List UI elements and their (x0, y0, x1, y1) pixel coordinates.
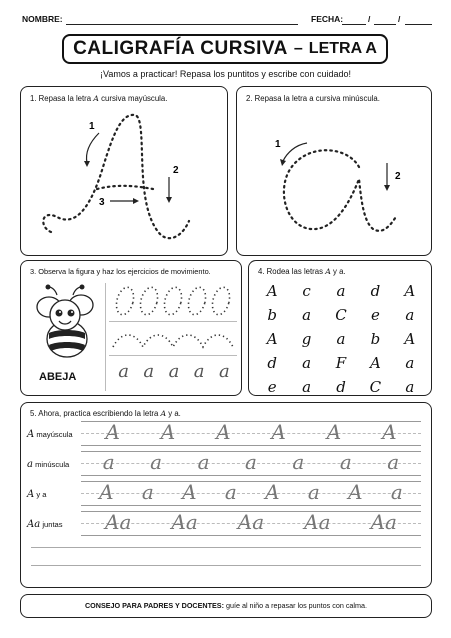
trace-glyph: a (224, 480, 237, 504)
trace-glyph: Aa (304, 510, 331, 534)
trace-letter: a (193, 361, 205, 382)
date-label: FECHA: (311, 14, 344, 24)
section-circle-letters (248, 260, 432, 396)
trace-glyph: a (141, 480, 154, 504)
page-title: CALIGRAFÍA CURSIVA (73, 38, 288, 59)
grid-letter[interactable]: C (369, 378, 382, 396)
date-year-field[interactable] (405, 24, 432, 25)
wave-tracing-exercise[interactable] (109, 323, 237, 353)
date-separator: / (398, 14, 401, 24)
trace-glyph: A (182, 480, 197, 504)
practice-row-label: Aa juntas (27, 519, 63, 530)
tip-label: CONSEJO PARA PADRES Y DOCENTES: (84, 601, 224, 610)
oval-tracing-exercise[interactable] (109, 283, 237, 319)
practice-row-label: A y a (27, 489, 47, 500)
grid-letter[interactable]: a (405, 306, 415, 324)
trace-glyph: Aa (171, 510, 198, 534)
trace-glyph: a (387, 450, 400, 474)
tip-box (20, 594, 432, 618)
grid-letter[interactable]: F (335, 354, 347, 372)
grid-letter[interactable]: a (336, 330, 346, 348)
section-title: 4. Rodea las letras A y a. (258, 267, 346, 276)
name-label: NOMBRE: (22, 14, 63, 24)
dotted-lowercase-a[interactable] (237, 87, 433, 257)
trace-glyph: A (160, 420, 176, 444)
trace-letter: a (168, 361, 180, 382)
trace-glyph: a (150, 450, 163, 474)
practice-row-label: A mayúscula (27, 429, 73, 440)
trace-glyph: a (307, 480, 320, 504)
grid-letter[interactable]: A (404, 282, 416, 300)
blank-practice-line[interactable] (31, 547, 421, 548)
trace-glyph: A (271, 420, 286, 444)
grid-letter[interactable]: A (369, 354, 381, 372)
grid-letter[interactable]: a (302, 354, 312, 372)
trace-glyph: Aa (370, 510, 397, 534)
grid-letter[interactable]: e (267, 378, 277, 396)
letter-tracing-exercise[interactable] (111, 361, 237, 382)
grid-letter[interactable]: e (370, 306, 380, 324)
name-field[interactable] (66, 24, 298, 25)
tip-text: guíe al niño a repasar los puntos con calma. (225, 601, 368, 610)
grid-letter[interactable]: a (336, 282, 346, 300)
section-writing-practice (20, 402, 432, 588)
grid-letter[interactable]: A (404, 330, 416, 348)
grid-letter[interactable]: a (405, 354, 415, 372)
section-title: 2. Repasa la letra a cursiva minúscula. (246, 94, 380, 103)
grid-letter[interactable]: a (405, 378, 415, 396)
step-number: 1 (275, 139, 281, 150)
trace-glyph: a (292, 450, 305, 474)
date-day-field[interactable] (342, 24, 366, 25)
step-number: 2 (173, 165, 179, 176)
trace-glyph: a (390, 480, 403, 504)
grid-letter[interactable]: b (370, 330, 381, 348)
grid-letter[interactable]: A (266, 330, 278, 348)
grid-letter[interactable]: d (370, 282, 381, 300)
title-banner (62, 34, 388, 64)
trace-glyph: A (382, 420, 397, 444)
grid-letter[interactable]: d (267, 354, 277, 372)
dotted-uppercase-a[interactable] (21, 87, 229, 257)
trace-letter: a (118, 361, 129, 382)
writing-area[interactable] (85, 417, 417, 447)
animal-name: ABEJA (39, 371, 77, 383)
grid-letter[interactable]: c (302, 282, 311, 300)
date-month-field[interactable] (374, 24, 396, 25)
trace-glyph: a (102, 450, 115, 474)
grid-letter[interactable]: C (335, 306, 347, 324)
grid-letter[interactable]: d (336, 378, 346, 396)
letter-grid (255, 279, 427, 399)
bee-illustration (27, 283, 105, 365)
section-title: 3. Observa la figura y haz los ejercicios de movimiento. (30, 267, 211, 276)
divider (109, 355, 237, 356)
trace-glyph: a (197, 450, 210, 474)
grid-letter[interactable]: a (302, 378, 312, 396)
practice-row-label: a minúscula (27, 459, 70, 470)
section-uppercase-trace (20, 86, 228, 256)
trace-glyph: Aa (105, 510, 132, 534)
trace-glyph: A (216, 420, 231, 444)
date-separator: / (368, 14, 371, 24)
divider (105, 283, 106, 391)
trace-glyph: A (99, 480, 114, 504)
page-subtitle-letter: LETRA A (308, 40, 377, 57)
writing-area[interactable] (85, 447, 417, 477)
divider (109, 321, 237, 322)
grid-letter[interactable]: A (266, 282, 278, 300)
step-number: 3 (99, 197, 105, 208)
section-lowercase-trace (236, 86, 432, 256)
grid-letter[interactable]: b (267, 306, 277, 324)
trace-glyph: a (245, 450, 257, 474)
trace-glyph: Aa (237, 510, 265, 534)
grid-letter[interactable]: a (302, 306, 312, 324)
section-title: 1. Repasa la letra A cursiva mayúscula. (30, 94, 168, 103)
step-number: 1 (89, 121, 95, 132)
step-number: 2 (395, 171, 401, 182)
trace-glyph: a (339, 450, 352, 474)
trace-letter: a (143, 361, 155, 382)
trace-letter: a (218, 361, 230, 382)
blank-practice-line[interactable] (31, 565, 421, 566)
writing-area[interactable] (85, 507, 417, 537)
grid-letter[interactable]: g (301, 330, 312, 348)
instructions: ¡Vamos a practicar! Repasa los puntitos y escribe con cuidado! (100, 69, 351, 79)
section-title: 5. Ahora, practica escribiendo la letra A y a. (30, 409, 181, 418)
trace-glyph: A (326, 420, 342, 444)
trace-glyph: A (265, 480, 280, 504)
trace-glyph: A (105, 420, 120, 444)
section-movement (20, 260, 242, 396)
writing-area[interactable] (85, 477, 417, 507)
trace-glyph: A (348, 480, 363, 504)
title-dash: – (293, 40, 303, 57)
